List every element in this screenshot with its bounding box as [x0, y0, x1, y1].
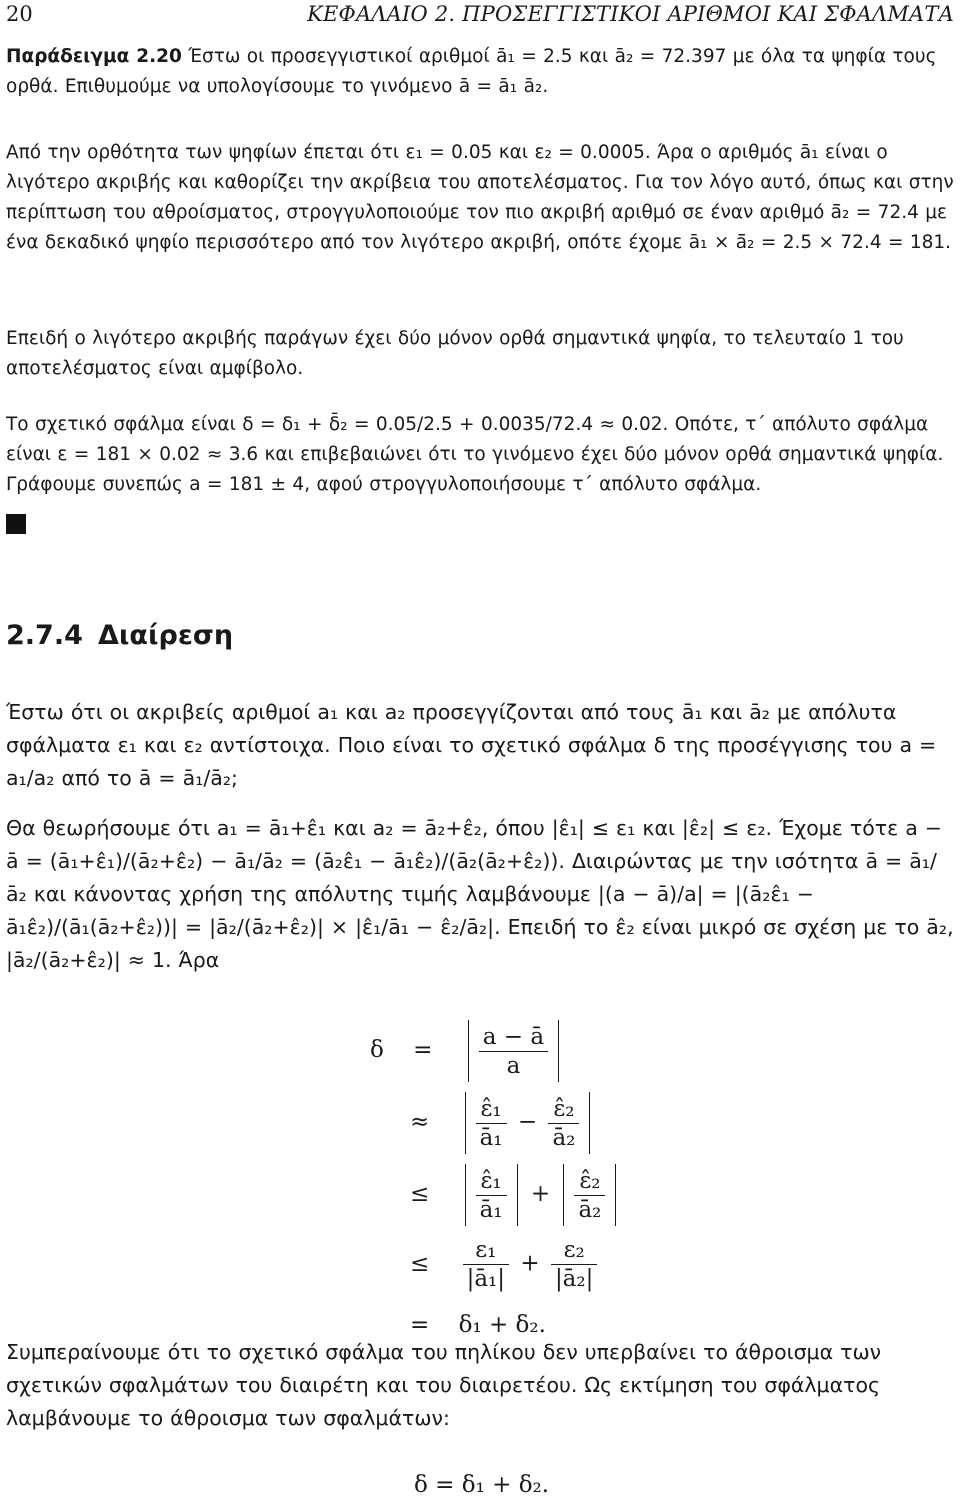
body-paragraph-1-block: [6, 696, 956, 795]
example-block: [6, 42, 956, 102]
example-paragraph-3-block: [6, 324, 956, 384]
qed-square-icon: [6, 514, 26, 534]
body-paragraph-3-block: [6, 1336, 956, 1435]
body-paragraph-3: Συμπεραίνουμε ότι το σχετικό σφάλμα του πηλίκου δεν υπερβαίνει το άθροισμα των σχετικών σφαλμάτων του διαιρέτη και του διαιρετέου. Ως εκτίμηση του σφάλματος λαμβάνουμε το άθροισμα των σφαλμάτων:: [6, 1340, 882, 1430]
example-paragraph-3: Επειδή ο λιγότερο ακριβής παράγων έχει δύο μόνον ορθά σημαντικά ψηφία, το τελευταίο 1 του αποτελέσματος είναι αμφίβολο.: [6, 328, 904, 379]
final-equation: δ = δ₁ + δ₂.: [414, 1472, 550, 1498]
equation-row-4: ≤ $\frac{\text{ε₁}}{\text{|ā₁|}}$ + $\frac{\text{ε₂}}{\text{|ā₂|}}$: [410, 1236, 601, 1293]
body-paragraph-2-block: [6, 812, 956, 977]
example-label: Παράδειγμα 2.20: [6, 46, 182, 67]
equation-row-1: δ = $\frac{a - ā}{a}$: [370, 1020, 565, 1082]
equation-row-5: = δ₁ + δ₂.: [410, 1312, 546, 1338]
section-number: 2.7.4: [6, 620, 83, 651]
running-title: ΚΕΦΑΛΑΙΟ 2. ΠΡΟΣΕΓΓΙΣΤΙΚΟΙ ΑΡΙΘΜΟΙ ΚΑΙ ΣΦΑΛΜΑΤΑ: [307, 2, 954, 26]
example-paragraph-1: Παράδειγμα 2.20 Έστω οι προσεγγιστικοί αριθμοί ā₁ = 2.5 και ā₂ = 72.397 με όλα τα ψηφία τους ορθά. Επιθυμούμε να υπολογίσουμε το γινόμενο ā = ā₁ ā₂.: [6, 46, 937, 97]
body-paragraph-1: Έστω ότι οι ακριβείς αριθμοί a₁ και a₂ προσεγγίζονται από τους ā₁ και ā₂ με απόλυτα σφάλματα ε₁ και ε₂ αντίστοιχα. Ποιο είναι το σχετικό σφάλμα δ της προσέγγισης του a = a₁/a₂ από το ā = ā₁/ā₂;: [6, 700, 937, 790]
equation-row-2: ≈ $\frac{\text{ε̂₁}}{\text{ā₁}}$ − $\frac{\text{ε̂₂}}{\text{ā₂}}$: [410, 1092, 596, 1154]
example-paragraph-4-block: [6, 410, 956, 500]
example-paragraph-2-block: [6, 138, 956, 258]
body-paragraph-2: Θα θεωρήσουμε ότι a₁ = ā₁+ε̂₁ και a₂ = ā₂+ε̂₂, όπου |ε̂₁| ≤ ε₁ και |ε̂₂| ≤ ε₂. Έχομε τότε a − ā = (ā₁+ε̂₁)/(ā₂+ε̂₂) − ā₁/ā₂ = (ā₂ε̂₁ − ā₁ε̂₂)/(ā₂(ā₂+ε̂₂)). Διαιρώντας με την ισότητα ā = ā₁/ā₂ και κάνοντας χρήση της απόλυτης τιμής λαμβάνουμε |(a − ā)/a| = |(ā₂ε̂₁ − ā₁ε̂₂)/(ā₁(ā₂+ε̂₂))| = |ā₂/(ā₂+ε̂₂)| × |ε̂₁/ā₁ − ε̂₂/ā₂|. Επειδή το ε̂₂ είναι μικρό σε σχέση με το ā₂, |ā₂/(ā₂+ε̂₂)| ≈ 1. Άρα: [6, 816, 954, 972]
section-heading: [6, 620, 233, 651]
example-paragraph-2: Από την ορθότητα των ψηφίων έπεται ότι ε₁ = 0.05 και ε₂ = 0.0005. Άρα ο αριθμός ā₁ είναι ο λιγότερο ακριβής και καθορίζει την ακρίβεια του αποτελέσματος. Για τον λόγο αυτό, όπως και στην περίπτωση του αθροίσματος, στρογγυλοποιούμε τον πιο ακριβή αριθμό σε έναν αριθμό ā̄₂ = 72.4 με ένα δεκαδικό ψηφίο περισσότερο από τον λιγότερο ακριβή, οπότε έχομε ā₁ × ā̄₂ = 2.5 × 72.4 = 181.: [6, 142, 954, 253]
page-number: 20: [6, 2, 33, 26]
section-title: Διαίρεση: [98, 620, 234, 651]
equation-row-3: ≤ $\frac{\text{ε̂₁}}{\text{ā₁}}$ + $\frac{\text{ε̂₂}}{\text{ā₂}}$: [410, 1164, 622, 1226]
example-paragraph-4: Το σχετικό σφάλμα είναι δ = δ₁ + δ̄₂ = 0.05/2.5 + 0.0035/72.4 ≈ 0.02. Οπότε, τ΄ απόλυτο σφάλμα είναι ε = 181 × 0.02 ≈ 3.6 και επιβεβαιώνει ότι το γινόμενο έχει δύο μόνον ορθά σημαντικά ψηφία. Γράφουμε συνεπώς a = 181 ± 4, αφού στρογγυλοποιήσουμε τ΄ απόλυτο σφάλμα.: [6, 414, 944, 495]
running-header: [6, 0, 954, 30]
